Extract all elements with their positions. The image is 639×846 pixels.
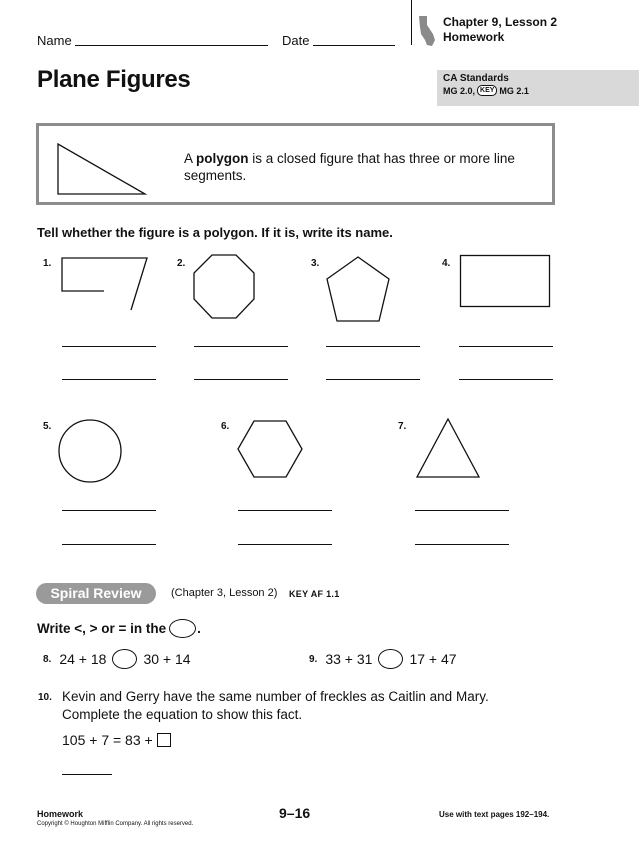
answer-line[interactable]: [415, 510, 509, 511]
header-divider: [411, 0, 412, 45]
answer-line[interactable]: [194, 346, 288, 347]
expression-left: 24 + 18: [59, 651, 107, 667]
key-badge: KEY: [477, 85, 497, 96]
text-pages-reference: Use with text pages 192–194.: [439, 810, 550, 819]
date-label: Date: [282, 33, 310, 48]
expression-left: 33 + 31: [325, 651, 373, 667]
copyright: Copyright © Houghton Mifflin Company. All rights reserved.: [37, 821, 194, 827]
problem-8: [43, 648, 191, 670]
definition-term: polygon: [196, 151, 249, 166]
problem-number: 10.: [38, 692, 52, 703]
problem-number: 7.: [398, 421, 407, 432]
expression-right: 30 + 14: [143, 651, 191, 667]
standards-heading: CA Standards: [443, 73, 509, 84]
instructions: Tell whether the figure is a polygon. If it is, write its name.: [37, 225, 393, 240]
answer-line[interactable]: [238, 510, 332, 511]
name-label: Name: [37, 33, 72, 48]
oval-icon: [169, 619, 196, 638]
date-field[interactable]: [313, 45, 395, 46]
answer-line[interactable]: [62, 346, 156, 347]
problem-number: 3.: [311, 258, 320, 269]
pentagon-figure: [324, 254, 392, 324]
answer-line[interactable]: [194, 379, 288, 380]
compare-answer-oval[interactable]: [378, 649, 403, 669]
problem-10-equation: [62, 729, 171, 751]
equation-text: 105 + 7 = 83 +: [62, 732, 153, 748]
problem-9: [309, 648, 457, 670]
spiral-source: (Chapter 3, Lesson 2): [171, 587, 278, 599]
answer-line[interactable]: [459, 379, 553, 380]
definition-text: A polygon is a closed figure that has three or more line segments.: [184, 151, 515, 183]
footer-label: Homework: [37, 809, 84, 819]
problem-number: 5.: [43, 421, 52, 432]
answer-line[interactable]: [62, 379, 156, 380]
problem-number: 2.: [177, 258, 186, 269]
hexagon-figure: [236, 418, 304, 480]
compare-answer-oval[interactable]: [112, 649, 137, 669]
answer-box[interactable]: [157, 733, 171, 747]
problem-number: 4.: [442, 258, 451, 269]
problem-10-text: Kevin and Gerry have the same number of freckles as Caitlin and Mary. Complete the equation to show this fact.: [62, 689, 489, 722]
answer-line[interactable]: [415, 544, 509, 545]
compare-instruction: Write <, > or = in the .: [37, 620, 201, 636]
page-number: 9–16: [279, 805, 311, 821]
lesson-type: Homework: [443, 30, 505, 44]
answer-line[interactable]: [459, 346, 553, 347]
triangle-figure: [414, 416, 482, 480]
rectangle-figure: [458, 253, 552, 309]
answer-line[interactable]: [326, 379, 420, 380]
expression-right: 17 + 47: [409, 651, 457, 667]
standards-box: [437, 70, 639, 106]
name-field[interactable]: [75, 45, 268, 46]
circle-figure: [57, 418, 123, 484]
page-title: Plane Figures: [37, 66, 191, 93]
spiral-review-label: Spiral Review: [36, 583, 156, 604]
answer-line[interactable]: [62, 544, 156, 545]
answer-line[interactable]: [326, 346, 420, 347]
open-figure: [58, 254, 150, 314]
problem-number: 6.: [221, 421, 230, 432]
problem-number: 1.: [43, 258, 52, 269]
octagon-figure: [190, 252, 258, 322]
right-triangle-figure: [56, 142, 148, 196]
spiral-key-standard: KEY AF 1.1: [289, 589, 340, 599]
standard-mg20: MG 2.0,: [443, 85, 476, 96]
answer-line[interactable]: [62, 774, 112, 775]
definition-box: [36, 123, 555, 205]
problem-number: 8.: [43, 653, 52, 665]
chapter-label: Chapter 9, Lesson 2: [443, 15, 558, 29]
answer-line[interactable]: [62, 510, 156, 511]
problem-number: 9.: [309, 653, 318, 665]
california-map-icon: [418, 15, 436, 47]
standard-mg21: MG 2.1: [499, 85, 529, 96]
answer-line[interactable]: [238, 544, 332, 545]
